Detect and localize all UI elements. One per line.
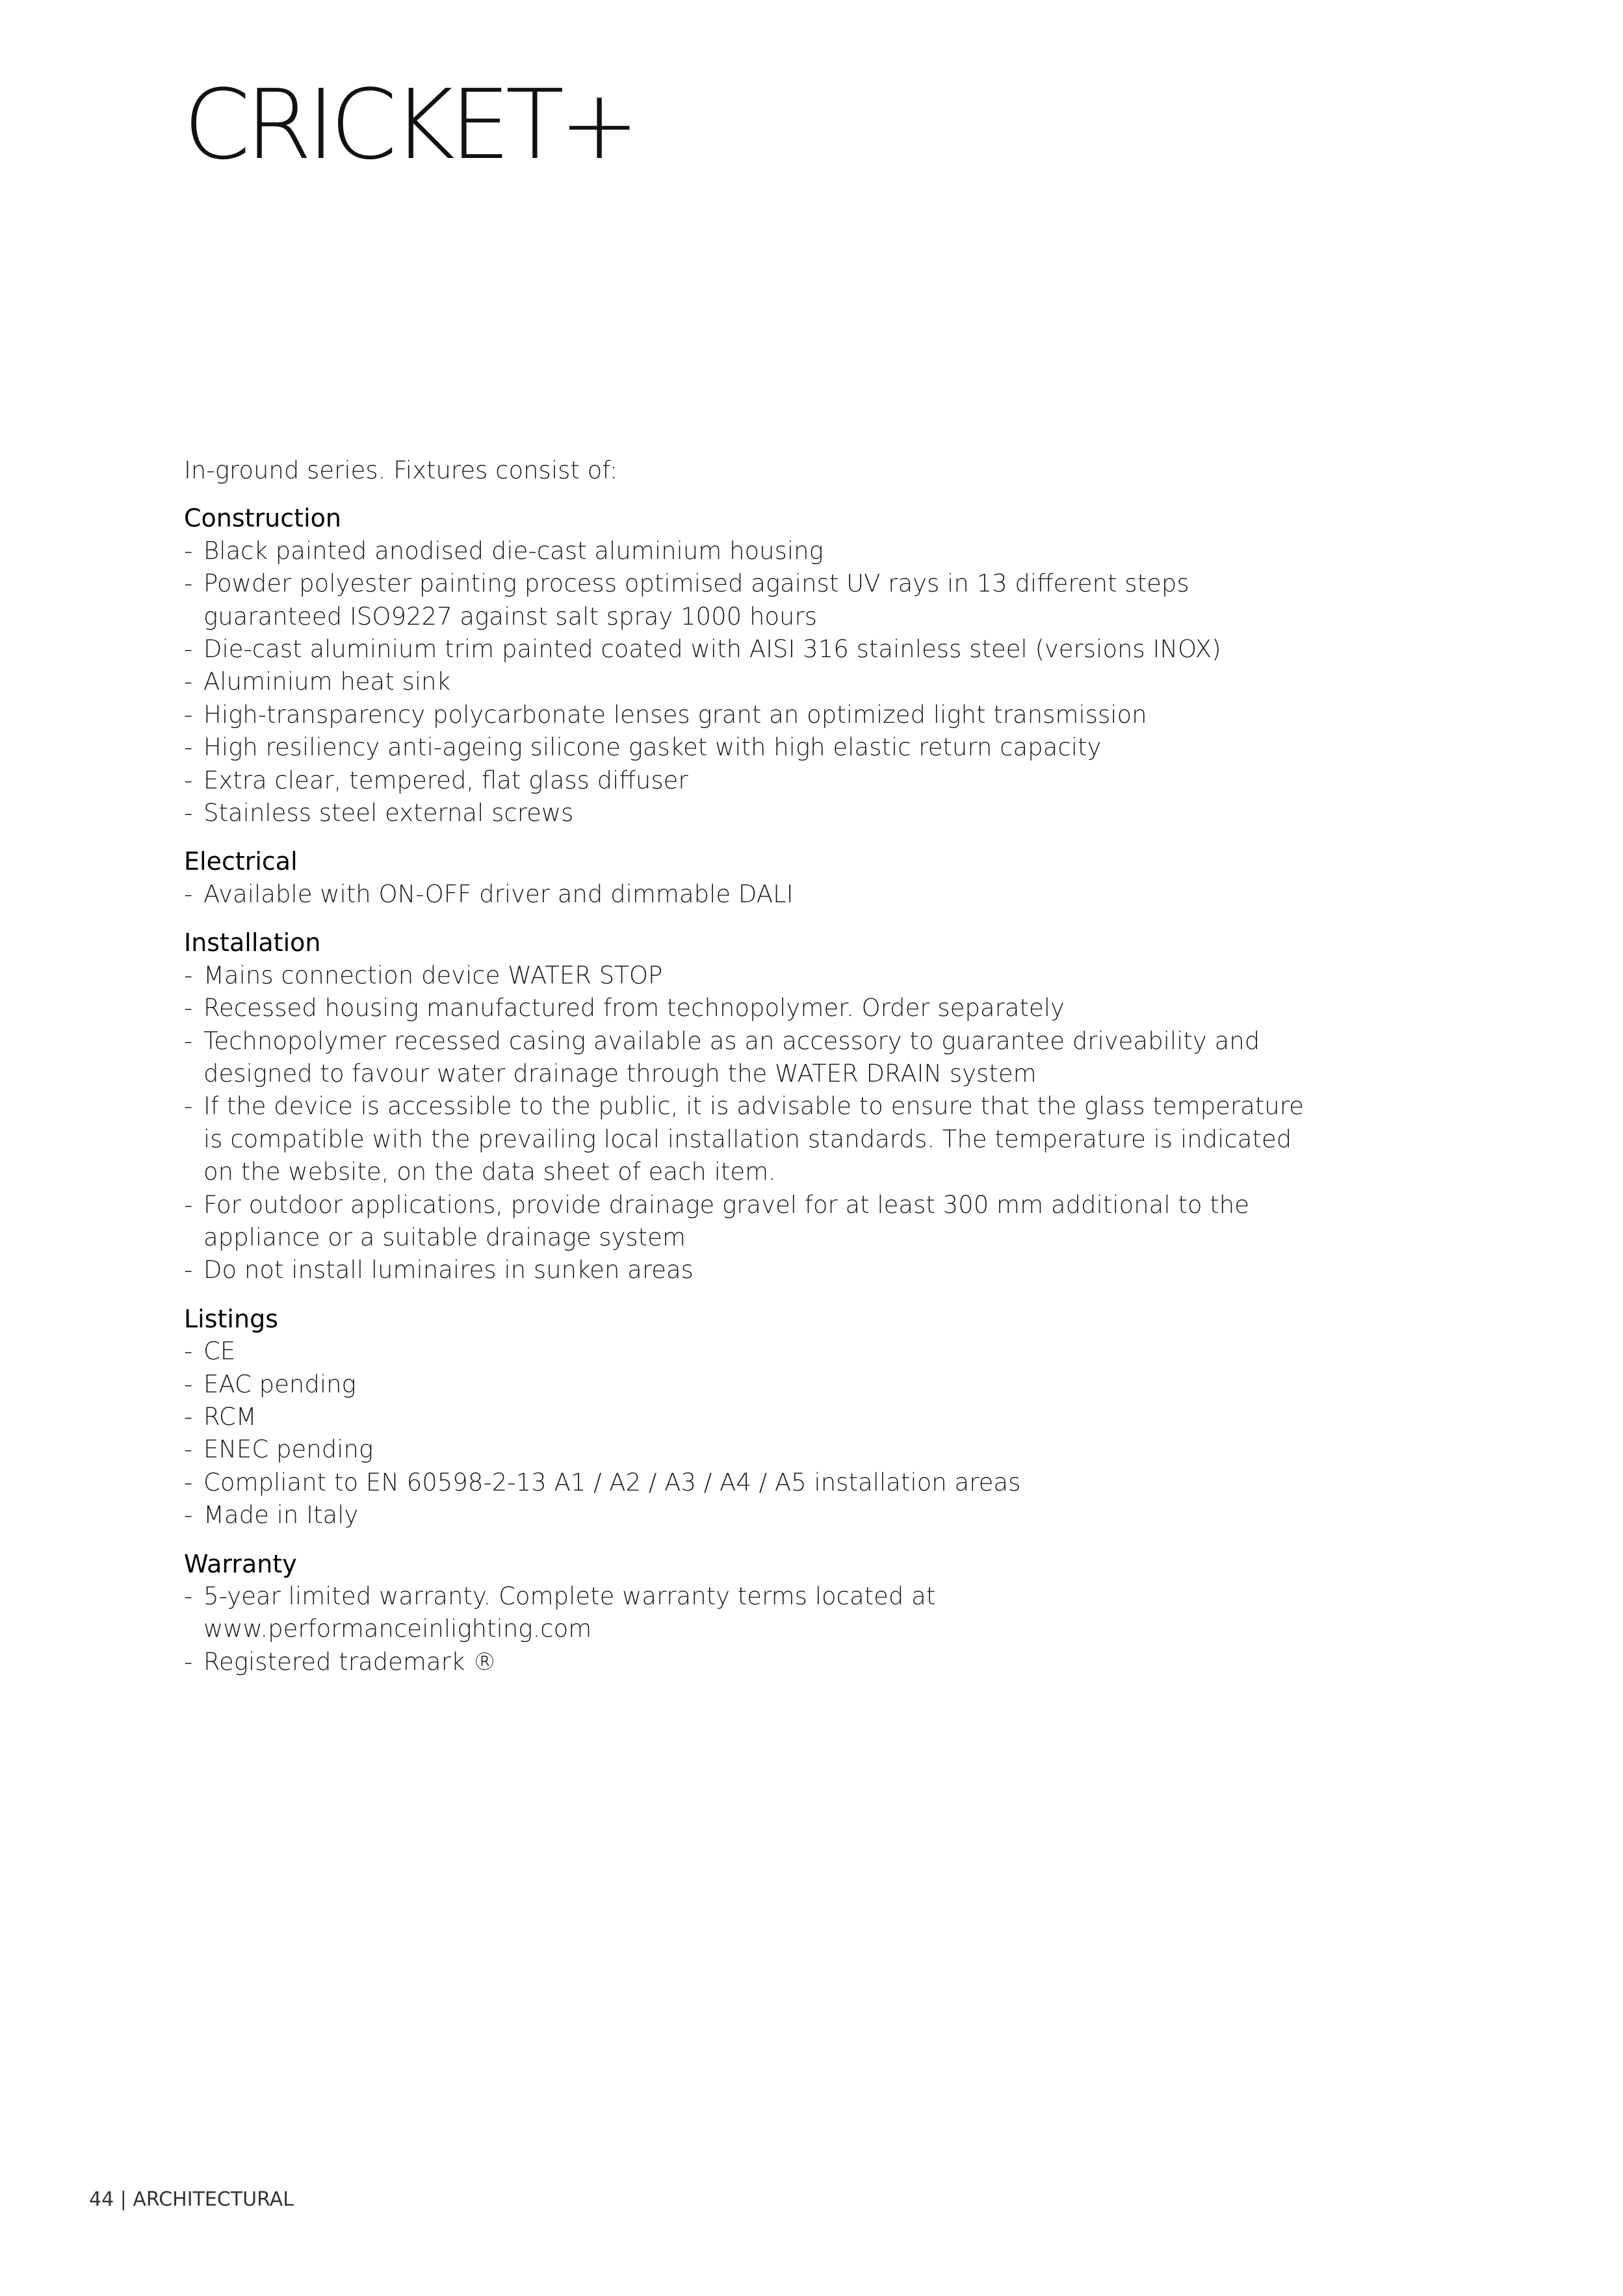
list-item bbox=[184, 1580, 1328, 1646]
dash-marker: - bbox=[184, 569, 193, 598]
dash-marker: - bbox=[184, 668, 193, 696]
list-item-text: Extra clear, tempered, flat glass diffuser bbox=[203, 766, 688, 794]
section-electrical bbox=[184, 845, 1328, 911]
list-item-text: Aluminium heat sink bbox=[203, 668, 450, 696]
list-item-text: For outdoor applications, provide drainage gravel for at least 300 mm additional to the appliance or a suitable drainage system bbox=[203, 1190, 1250, 1251]
list-item-text: High-transparency polycarbonate lenses grant an optimized light transmission bbox=[203, 700, 1147, 729]
list-item-text: Stainless steel external screws bbox=[203, 799, 574, 828]
list-item bbox=[184, 1499, 1328, 1532]
list-item bbox=[184, 1335, 1328, 1368]
page-title: CRICKET+ bbox=[183, 69, 635, 181]
list-item bbox=[184, 1646, 1328, 1678]
list-item bbox=[184, 1368, 1328, 1401]
section-heading: Warranty bbox=[184, 1549, 297, 1578]
bullet-list bbox=[184, 535, 1328, 830]
dash-marker: - bbox=[184, 1647, 193, 1676]
list-item bbox=[184, 1025, 1328, 1091]
list-item-text: Made in Italy bbox=[203, 1501, 359, 1530]
dash-marker: - bbox=[184, 536, 193, 565]
section-heading: Installation bbox=[184, 928, 321, 958]
dash-marker: - bbox=[184, 700, 193, 729]
list-item bbox=[184, 992, 1328, 1024]
list-item-text: ENEC pending bbox=[203, 1435, 374, 1464]
list-item bbox=[184, 1254, 1328, 1286]
section-heading: Construction bbox=[184, 504, 341, 533]
dash-marker: - bbox=[184, 1582, 193, 1610]
list-item-text: Black painted anodised die-cast aluminium housing bbox=[203, 536, 824, 565]
list-item-text: EAC pending bbox=[203, 1370, 356, 1398]
dash-marker: - bbox=[184, 880, 193, 908]
dash-marker: - bbox=[184, 961, 193, 989]
dash-marker: - bbox=[184, 1501, 193, 1530]
dash-marker: - bbox=[184, 1435, 193, 1464]
section-warranty bbox=[184, 1548, 1328, 1679]
list-item bbox=[184, 535, 1328, 567]
section-heading: Electrical bbox=[184, 847, 298, 876]
dash-marker: - bbox=[184, 733, 193, 762]
list-item bbox=[184, 1401, 1328, 1433]
list-item bbox=[184, 797, 1328, 829]
bullet-list bbox=[184, 1335, 1328, 1532]
dash-marker: - bbox=[184, 766, 193, 794]
dash-marker: - bbox=[184, 1190, 193, 1219]
intro-text: In-ground series. Fixtures consist of: bbox=[184, 456, 618, 484]
list-item bbox=[184, 959, 1328, 992]
list-item-text: Mains connection device WATER STOP bbox=[203, 961, 663, 989]
list-item-text: CE bbox=[203, 1337, 236, 1366]
list-item bbox=[184, 1090, 1328, 1188]
bullet-list bbox=[184, 959, 1328, 1287]
list-item bbox=[184, 764, 1328, 797]
section-listings bbox=[184, 1303, 1328, 1532]
section-construction bbox=[184, 502, 1328, 829]
list-item bbox=[184, 1467, 1328, 1499]
dash-marker: - bbox=[184, 1092, 193, 1121]
list-item-text: Do not install luminaires in sunken areas bbox=[203, 1256, 694, 1285]
list-item-text: Technopolymer recessed casing available as an accessory to guarantee driveability and designed to favour water drainage through the WATER DRAIN system bbox=[203, 1026, 1260, 1088]
bullet-list bbox=[184, 878, 1328, 911]
list-item bbox=[184, 666, 1328, 698]
page-footer: 44 | ARCHITECTURAL bbox=[89, 2188, 294, 2211]
list-item-text: Compliant to EN 60598-2-13 A1 / A2 / A3 / A4 / A5 installation areas bbox=[203, 1468, 1021, 1496]
spec-content bbox=[184, 454, 1328, 1694]
list-item-text: RCM bbox=[203, 1402, 257, 1431]
list-item-text: Registered trademark ® bbox=[203, 1647, 497, 1676]
dash-marker: - bbox=[184, 1402, 193, 1431]
dash-marker: - bbox=[184, 799, 193, 828]
list-item-text: Die-cast aluminium trim painted coated with AISI 316 stainless steel (versions INOX) bbox=[203, 635, 1221, 664]
dash-marker: - bbox=[184, 1468, 193, 1496]
list-item-text: Powder polyester painting process optimised against UV rays in 13 different steps guaranteed ISO9227 against salt spray 1000 hours bbox=[203, 569, 1189, 631]
list-item-text: Recessed housing manufactured from technopolymer. Order separately bbox=[203, 994, 1065, 1023]
section-installation bbox=[184, 926, 1328, 1286]
list-item bbox=[184, 878, 1328, 911]
dash-marker: - bbox=[184, 1256, 193, 1285]
section-heading: Listings bbox=[184, 1304, 278, 1333]
list-item bbox=[184, 633, 1328, 666]
list-item bbox=[184, 699, 1328, 731]
list-item bbox=[184, 1189, 1328, 1255]
dash-marker: - bbox=[184, 635, 193, 664]
list-item-text: 5-year limited warranty. Complete warranty terms located at www.performanceinlighting.com bbox=[203, 1582, 936, 1643]
list-item bbox=[184, 567, 1328, 633]
list-item bbox=[184, 1433, 1328, 1466]
list-item-text: Available with ON-OFF driver and dimmable DALI bbox=[203, 880, 794, 908]
list-item bbox=[184, 731, 1328, 764]
dash-marker: - bbox=[184, 994, 193, 1023]
dash-marker: - bbox=[184, 1337, 193, 1366]
list-item-text: High resiliency anti-ageing silicone gasket with high elastic return capacity bbox=[203, 733, 1102, 762]
list-item-text: If the device is accessible to the public, it is advisable to ensure that the glass temperature is compatible with the prevailing local installation standards. The temperature is indicated on the website, on the data sheet of each item. bbox=[203, 1092, 1304, 1186]
dash-marker: - bbox=[184, 1026, 193, 1055]
dash-marker: - bbox=[184, 1370, 193, 1398]
bullet-list bbox=[184, 1580, 1328, 1678]
